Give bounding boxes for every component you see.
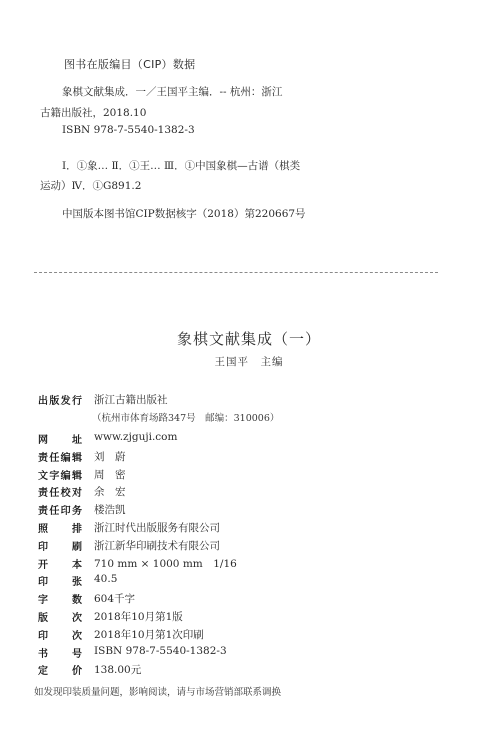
detail-label: 定价: [38, 666, 82, 678]
publisher-label: 出版发行: [38, 396, 82, 407]
cip-line-classification: Ⅰ．①象… Ⅱ．①王… Ⅲ．①中国象棋—古谱（棋类: [62, 160, 301, 172]
quality-notice: 如发现印装质量问题，影响阅读，请与市场营销部联系调换: [34, 687, 282, 698]
detail-label: 文字编辑: [38, 470, 82, 482]
detail-label: 照排: [38, 524, 82, 535]
cip-line-record-number: 中国版本图书馆CIP数据核字（2018）第220667号: [62, 208, 306, 220]
cip-line-2: 古籍出版社，2018.10: [40, 107, 147, 119]
detail-value: 周 密: [94, 468, 126, 481]
detail-value: 138.00元: [94, 664, 142, 677]
detail-value: 40.5: [94, 573, 118, 586]
detail-label: 字数: [38, 595, 82, 607]
detail-value: 2018年10月第1版: [94, 611, 183, 623]
detail-label: 印张: [38, 577, 82, 589]
cip-line-1: 象棋文献集成．一／王国平主编．-- 杭州：浙江: [62, 86, 283, 98]
detail-value: 刘 蔚: [94, 450, 126, 463]
book-editor: 王国平 主编: [214, 356, 284, 368]
cip-line-isbn: ISBN 978-7-5540-1382-3: [62, 124, 195, 136]
detail-label: 版次: [38, 613, 82, 624]
detail-label: 印刷: [38, 541, 82, 553]
detail-value: 余 宏: [94, 486, 126, 499]
detail-label: 开本: [38, 559, 82, 571]
detail-value: 浙江时代出版服务有限公司: [94, 522, 220, 534]
detail-label: 责任编辑: [38, 452, 82, 464]
detail-value: 604千字: [94, 593, 136, 606]
detail-label: 责任校对: [38, 488, 82, 500]
detail-value: 2018年10月第1次印刷: [94, 628, 204, 641]
detail-value: 浙江新华印刷技术有限公司: [94, 539, 220, 552]
detail-label: 书号: [38, 648, 82, 660]
publisher-name: 浙江古籍出版社: [94, 394, 168, 406]
publisher-address: （杭州市体育场路347号 邮编：310006）: [92, 413, 280, 424]
detail-label: 印次: [38, 630, 82, 642]
detail-label: 责任印务: [38, 506, 82, 518]
book-title: 象棋文献集成（一）: [176, 330, 321, 348]
detail-value: ISBN 978-7-5540-1382-3: [94, 644, 227, 657]
cip-line-classification-cont: 运动）Ⅳ．①G891.2: [40, 180, 142, 192]
section-divider: [34, 272, 438, 273]
cip-title: 图书在版编目（CIP）数据: [64, 58, 196, 71]
detail-value: 楼浩凯: [94, 504, 126, 517]
detail-label: 网址: [38, 435, 82, 446]
detail-value[interactable]: www.zjguji.com: [94, 431, 178, 443]
detail-value: 710 mm × 1000 mm 1/16: [94, 557, 237, 570]
